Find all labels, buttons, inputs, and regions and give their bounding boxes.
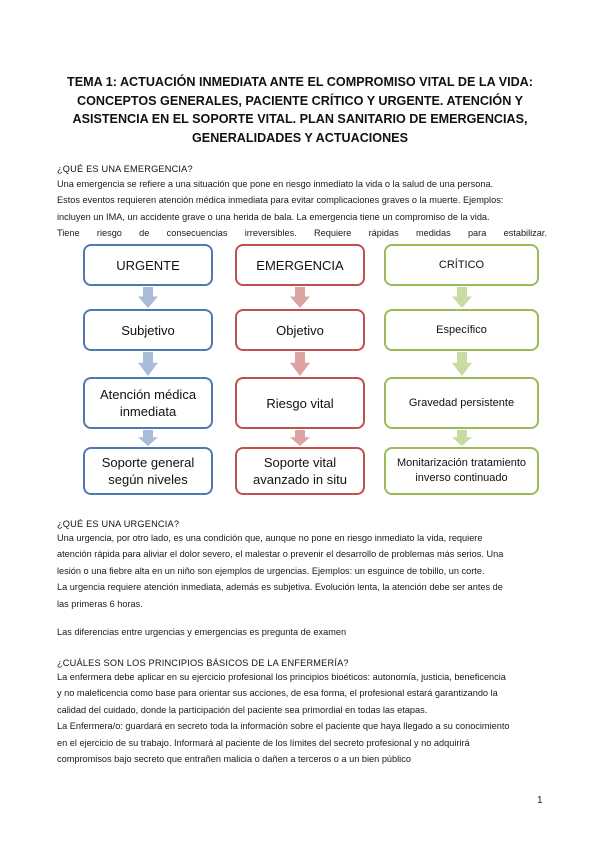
urgente-box-4 — [83, 447, 213, 495]
title-line-1: TEMA 1: ACTUACIÓN INMEDIATA ANTE EL COMPROMISO VITAL DE LA VIDA: — [67, 75, 533, 89]
emergencia-box-label: Riesgo vital — [266, 395, 334, 411]
page-number: 1 — [537, 795, 543, 806]
paragraph-line: Estos eventos requieren atención médica inmediata para evitar complicaciones graves o la muerte. Ejemplos: — [57, 195, 504, 206]
urgente-box-1 — [83, 244, 213, 286]
urgente-box-label: URGENTE — [116, 257, 180, 273]
emergencia-down-arrow-icon — [288, 352, 312, 376]
critico-box-label: Gravedad persistente — [408, 396, 515, 409]
paragraph-line: La urgencia requiere atención inmediata, además es subjetiva. Evolución lenta, la atención debe ser antes de — [57, 582, 503, 593]
paragraph-line: La enfermera debe aplicar en su ejercicio profesional los principios bioéticos: autonomía, justicia, beneficencia — [57, 672, 506, 682]
title-line-3: ASISTENCIA EN EL SOPORTE VITAL. PLAN SANITARIO DE EMERGENCIAS, — [72, 112, 528, 126]
emergencia-box-1 — [235, 244, 365, 286]
critico-down-arrow-icon — [450, 352, 474, 376]
paragraph-line: incluyen un IMA, un accidente grave o una herida de bala. La emergencia tiene un compromiso de la vida. — [57, 211, 490, 222]
emergencia-box-2 — [235, 309, 365, 351]
emergencia-box-4 — [235, 447, 365, 495]
critico-down-arrow-icon — [450, 287, 474, 308]
paragraph-emergencia — [57, 176, 547, 242]
critico-box-2 — [384, 309, 539, 351]
urgente-box-2 — [83, 309, 213, 351]
emergencia-box-3 — [235, 377, 365, 429]
critico-box-label: CRÍTICO — [438, 258, 485, 271]
heading-urgencia: ¿QUÉ ES UNA URGENCIA? — [57, 519, 180, 529]
paragraph-line: Tiene riesgo de consecuencias irreversibles. Requiere rápidas medidas para estabilizar. — [57, 228, 547, 239]
heading-emergencia: ¿QUÉ ES UNA EMERGENCIA? — [57, 164, 193, 174]
document-title — [60, 73, 540, 147]
title-line-4: GENERALIDADES Y ACTUACIONES — [192, 130, 408, 145]
paragraph-line: y no maleficencia como base para orientar sus acciones, de esa forma, el profesional estará garantizando la — [57, 688, 498, 699]
emergencia-box-label: Soporte vital avanzado in situ — [253, 455, 347, 487]
paragraph-line: lesión o una fiebre alta en un niño son ejemplos de urgencias. Ejemplos: un esguince de tobillo, un corte. — [57, 565, 485, 576]
paragraph-line: atención rápida para aliviar el dolor severo, el malestar o prevenir el desarrollo de problemas más serios. Una — [57, 549, 504, 560]
paragraph-line: calidad del cuidado, donde la participación del paciente sea primordial en todas las etapas. — [57, 704, 428, 715]
paragraph-line: Una urgencia, por otro lado, es una condición que, aunque no pone en riesgo inmediato la vida, requiere — [57, 533, 483, 543]
critico-box-1 — [384, 244, 539, 286]
paragraph-line: Una emergencia se refiere a una situación que pone en riesgo inmediato la vida o la salud de una persona. — [57, 179, 494, 189]
emergencia-box-label: EMERGENCIA — [256, 257, 344, 273]
exam-note-text: Las diferencias entre urgencias y emergencias es pregunta de examen — [57, 627, 347, 637]
paragraph-line: La Enfermera/o: guardará en secreto toda la información sobre el paciente que haya llegado a su conocimiento — [57, 721, 510, 732]
heading-principios: ¿CUÁLES SON LOS PRINCIPIOS BÁSICOS DE LA ENFERMERÍA? — [57, 658, 349, 668]
emergencia-down-arrow-icon — [288, 287, 312, 308]
critico-box-label: Monitarización tratamiento inverso continuado — [396, 457, 526, 484]
urgente-box-label: Soporte general según niveles — [101, 455, 195, 487]
paragraph-urgencia — [57, 530, 547, 612]
critico-box-label: Específico — [436, 323, 487, 336]
urgente-down-arrow-icon — [136, 352, 160, 376]
exam-note — [57, 624, 547, 640]
urgente-box-3 — [83, 377, 213, 429]
urgente-box-label: Atención médica inmediata — [99, 387, 197, 419]
title-line-2: CONCEPTOS GENERALES, PACIENTE CRÍTICO Y URGENTE. ATENCIÓN Y — [77, 93, 523, 108]
paragraph-line: en el ejercicio de su trabajo. Informará al paciente de los límites del secreto profesional y no adquirirá — [57, 737, 470, 748]
urgente-down-arrow-icon — [136, 430, 160, 446]
paragraph-principios — [57, 669, 547, 767]
emergencia-box-label: Objetivo — [276, 322, 324, 338]
critico-box-3 — [384, 377, 539, 429]
urgente-box-label: Subjetivo — [121, 322, 175, 338]
paragraph-line: las primeras 6 horas. — [57, 598, 143, 609]
critico-box-4 — [384, 447, 539, 495]
emergencia-down-arrow-icon — [288, 430, 312, 446]
urgente-down-arrow-icon — [136, 287, 160, 308]
critico-down-arrow-icon — [450, 430, 474, 446]
paragraph-line: compromisos bajo secreto que entrañen malicia o dañen a terceros o a un bien público — [57, 754, 411, 765]
